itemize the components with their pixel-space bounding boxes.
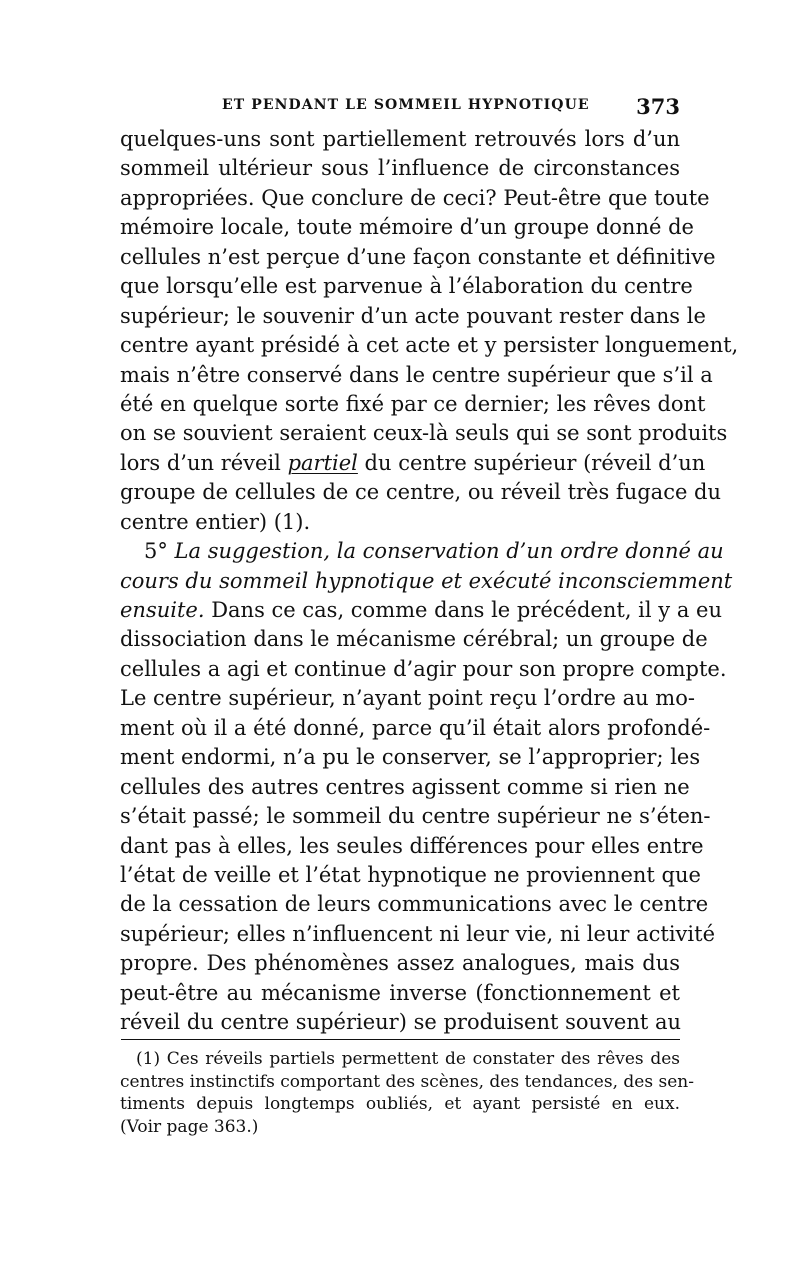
text-line: propre. Des phénomènes assez analogues, mais dus [120,951,680,976]
italic-run: cours du sommeil hypnotique et exécuté inconsciemment [120,568,733,593]
text-run: du centre supérieur (réveil d’un [357,450,706,475]
section-heading-line [120,567,733,596]
text-line: Le centre supérieur, n’ayant point reçu l’ordre au mo- [120,686,695,711]
text-line: mais n’être conservé dans le centre supérieur que s’il a [120,362,713,387]
text-line: groupe de cellules de ce centre, ou réveil très fugace du [120,480,722,505]
text-line: appropriées. Que conclure de ceci? Peut-être que toute [120,185,710,210]
text-line: ment où il a été donné, parce qu’il était alors profondé- [120,715,711,740]
text-line: l’état de veille et l’état hypnotique ne proviennent que [120,862,701,887]
text-line: ment endormi, n’a pu le conserver, se l’approprier; les [120,745,701,770]
footnote [120,1048,694,1139]
italic-run: ensuite. [120,598,205,622]
text-line: été en quelque sorte fixé par ce dernier; les rêves dont [120,391,706,416]
text-line: de la cessation de leurs communications avec le centre [120,892,709,917]
section-heading-line [120,537,724,566]
body-text [120,125,739,1038]
text-line: centre entier) (1). [120,509,311,534]
footnote-line: centres instinctifs comportant des scènes, des tendances, des sen- [120,1071,694,1092]
footnote-divider [121,1039,680,1040]
running-head [120,94,680,118]
footnote-line: (Voir page 363.) [120,1117,259,1138]
text-line: centre ayant présidé à cet acte et y persister longuement, [120,333,739,358]
text-line: réveil du centre supérieur) se produisent souvent au [120,1010,682,1035]
text-line: peut-être au mécanisme inverse (fonctionnement et [120,980,680,1005]
emphasized-word: partiel [287,450,358,475]
text-run: lors d’un réveil [120,450,288,475]
text-line: sommeil ultérieur sous l’influence de circonstances [120,156,680,181]
running-title: ET PENDANT LE SOMMEIL HYPNOTIQUE [222,97,590,113]
italic-run: La suggestion, la conservation d’un ordre donné au [174,539,724,564]
text-line: cellules n’est perçue d’une façon constante et définitive [120,244,716,269]
text-line: mémoire locale, toute mémoire d’un groupe donné de [120,215,694,240]
text-line [120,449,706,478]
text-line: dissociation dans le mécanisme cérébral; un groupe de [120,627,708,652]
text-line: supérieur; le souvenir d’un acte pouvant rester dans le [120,303,706,328]
footnote-line: timents depuis longtemps oubliés, et ayant persisté en eux. [120,1094,680,1115]
text-line: s’était passé; le sommeil du centre supérieur ne s’éten- [120,804,711,829]
text-line: cellules des autres centres agissent comme si rien ne [120,774,690,799]
section-number: 5° [144,539,175,564]
text-line: que lorsqu’elle est parvenue à l’élaboration du centre [120,274,693,299]
page-number: 373 [636,94,680,119]
text-line: supérieur; elles n’influencent ni leur vie, ni leur activité [120,921,716,946]
footnote-line: (1) Ces réveils partiels permettent de constater des rêves des [136,1049,680,1069]
text-line [120,596,722,625]
text-run: Dans ce cas, comme dans le précédent, il y a eu [204,598,722,622]
text-line: dant pas à elles, les seules différences pour elles entre [120,833,704,858]
text-line: cellules a agi et continue d’agir pour son propre compte. [120,656,727,681]
text-line: quelques-uns sont partiellement retrouvés lors d’un [120,127,680,151]
text-line: on se souvient seraient ceux-là seuls qui se sont produits [120,421,728,446]
